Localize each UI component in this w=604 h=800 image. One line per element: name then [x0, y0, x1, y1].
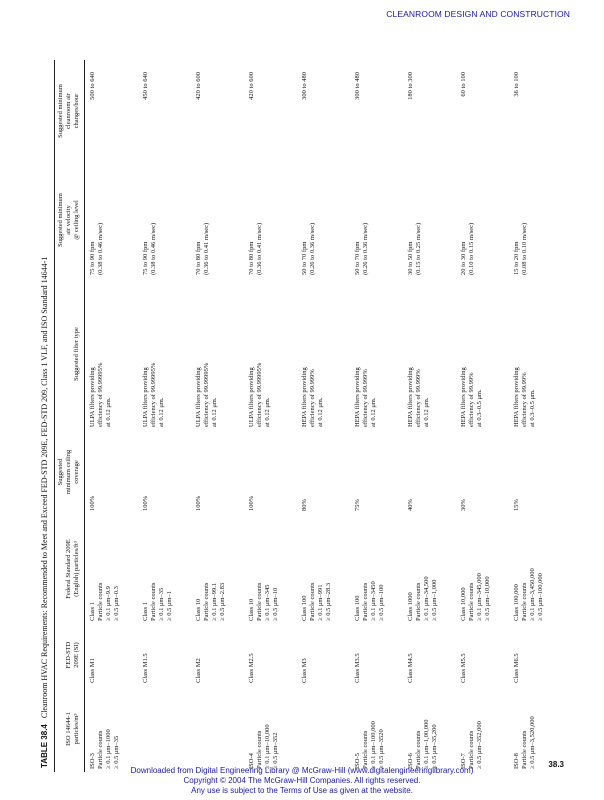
coverage-cell: 75% — [354, 499, 361, 511]
velocity-cell — [85, 162, 139, 278]
cell-line: (0.08 to 0.10 m/sec) — [521, 222, 528, 275]
cell-line: efficiency of 99.99% — [521, 372, 528, 427]
footer-copyright-line: Copyright © 2004 The McGraw-Hill Companies. All rights reserved. — [183, 776, 421, 785]
fed-si-cell: Class M2.5 — [248, 653, 255, 683]
cell-line: ≥ 0.5 μm–10 — [272, 587, 279, 621]
fed-english-cell — [138, 514, 191, 624]
cell-line: Class 10,000 — [460, 587, 467, 621]
air-changes-cell: 180 to 300 — [407, 72, 414, 100]
cell-line: ULPA filters providing — [195, 367, 202, 427]
cell-line: Particle counts — [468, 730, 475, 769]
filter-cell — [191, 278, 244, 430]
cell-line: ISO-8 — [513, 753, 520, 769]
cell-line: (0.36 to 0.41 m/sec) — [256, 222, 263, 275]
cell-line: ≥ 0.1 μm–3,450,000 — [529, 568, 536, 621]
cell-line: Particle counts — [97, 582, 104, 621]
cell-line: (0.36 to 0.41 m/sec) — [203, 222, 210, 275]
cell-line: Class 10 — [195, 598, 202, 621]
cell-line: HEPA filters providing — [301, 367, 308, 427]
cell-line: HEPA filters providing — [407, 367, 414, 427]
table-caption — [40, 60, 54, 772]
fed-si-cell: Class M3.5 — [354, 653, 361, 683]
filter-cell — [138, 278, 191, 430]
cell-line: ISO-4 — [248, 753, 255, 769]
cell-line: ≥ 0.5 μm–0.3 — [113, 586, 120, 621]
iso-cell — [85, 686, 139, 772]
cell-line: Class 1 — [142, 602, 149, 621]
cell-line: ULPA filters providing — [89, 367, 96, 427]
cell-line: ≥ 0.5 μm–352,000 — [476, 721, 483, 769]
coverage-cell: 100% — [195, 495, 202, 511]
fed-si-cell: Class M1 — [89, 658, 96, 683]
fed-si-cell: Class M2 — [195, 658, 202, 683]
hvac-requirements-table — [54, 60, 570, 772]
filter-cell — [456, 278, 509, 430]
cell-line: (0.26 to 0.36 m/sec) — [362, 222, 369, 275]
col-air-velocity-header — [55, 162, 85, 278]
iso-cell — [244, 686, 297, 772]
air-changes-cell: 500 to 640 — [89, 72, 96, 100]
cell-line: 75 to 90 fpm — [142, 241, 149, 275]
fed-english-cell — [297, 514, 350, 624]
coverage-cell: 40% — [407, 499, 414, 511]
fed-si-cell: Class M3 — [301, 658, 308, 683]
cell-line: Particle counts — [97, 730, 104, 769]
velocity-cell — [456, 162, 509, 278]
cell-line: (0.15 to 0.25 m/sec) — [415, 222, 422, 275]
velocity-cell — [191, 162, 244, 278]
cell-line: ≥ 0.5 μm–352 — [272, 732, 279, 769]
cell-line: ULPA filters providing — [142, 367, 149, 427]
cell-line: cleanroom air — [65, 93, 72, 129]
cell-line: Particle counts — [415, 730, 422, 769]
table-row — [191, 60, 244, 772]
cell-line: Class 10 — [248, 598, 255, 621]
cell-line: ≥ 0.1 μm–34,500 — [423, 576, 430, 621]
cell-line: Class 1 — [89, 602, 96, 621]
header-row — [55, 60, 85, 772]
air-changes-cell: 300 to 480 — [354, 72, 361, 100]
cell-line: ≥ 0.5 μm–28.3 — [325, 582, 332, 621]
cell-line: ≥ 0.5 μm–1 — [166, 591, 173, 621]
cell-line: HEPA filters providing — [513, 367, 520, 427]
iso-cell — [297, 686, 350, 772]
cell-line: ≥ 0.1 μm–10,000 — [264, 724, 271, 769]
running-head: CLEANROOM DESIGN AND CONSTRUCTION — [386, 9, 570, 19]
col-filter-type-header — [55, 278, 85, 430]
cell-line: Particle counts — [150, 582, 157, 621]
cell-line: ≥ 0.5 μm–10,000 — [484, 576, 491, 621]
iso-cell — [138, 686, 191, 772]
fed-english-cell — [456, 514, 509, 624]
cell-line: ≥ 0.1 μm–99.1 — [211, 582, 218, 621]
cell-line: ISO-3 — [89, 753, 96, 769]
velocity-cell — [403, 162, 456, 278]
fed-english-cell — [191, 514, 244, 624]
cell-line: ULPA filters providing — [248, 367, 255, 427]
air-changes-cell: 36 to 100 — [513, 72, 520, 97]
iso-cell — [403, 686, 456, 772]
cell-line: FED-STD — [65, 641, 72, 669]
cell-line: Federal Standard 209E — [65, 539, 72, 599]
cell-line: ≥ 0.5 μm–2.83 — [219, 582, 226, 621]
cell-line: efficiency of 99.999% — [415, 369, 422, 427]
cell-line: ≥ 0.5 μm–35 — [113, 735, 120, 769]
cell-line: at 0.12 μm. — [317, 397, 324, 427]
cell-line: (0.10 to 0.15 m/sec) — [468, 222, 475, 275]
cell-line: at 0.3–0.5 μm. — [476, 389, 483, 427]
cell-line: HEPA filters providing — [460, 367, 467, 427]
cell-line: changes/hour — [73, 93, 80, 129]
cell-line: 75 to 90 fpm — [89, 241, 96, 275]
col-fed-english-header — [55, 514, 85, 624]
cell-line: Class 100,000 — [513, 584, 520, 621]
col-iso-header — [55, 686, 85, 772]
cell-line: Particle counts — [309, 582, 316, 621]
fed-english-cell — [403, 514, 456, 624]
velocity-cell — [138, 162, 191, 278]
cell-line: air velocity — [65, 205, 72, 235]
cell-line: 209E (SI) — [73, 642, 80, 668]
cell-line: at 0.12 μm. — [158, 397, 165, 427]
cell-line: 50 to 70 fpm — [301, 241, 308, 275]
cell-line: 70 to 80 fpm — [248, 241, 255, 275]
coverage-cell: 100% — [248, 495, 255, 511]
cell-line: Suggested minimum — [57, 84, 64, 138]
cell-line: Particle counts — [256, 730, 263, 769]
cell-line: Suggested — [57, 458, 64, 486]
cell-line: Particle counts — [362, 582, 369, 621]
velocity-cell — [350, 162, 403, 278]
table-title: Cleanroom HVAC Requirements: Recommended to Meet and Exceed FED-STD 209E, FED-STD 209, Class 1 VLF, and ISO Standard 14644-1 — [40, 256, 49, 719]
footer-download-line: Downloaded from Digital Engineering Library @ McGraw-Hill (www.digitalengineeringlibrary.com) — [130, 766, 474, 775]
cell-line: 20 to 30 fpm — [460, 241, 467, 275]
cell-line: efficiency of 99.999% — [362, 369, 369, 427]
cell-line: coverage — [73, 460, 80, 484]
cell-line: (0.38 to 0.46 m/sec) — [97, 222, 104, 275]
cell-line: 15 to 20 fpm — [513, 241, 520, 275]
table-row — [403, 60, 456, 772]
filter-cell — [403, 278, 456, 430]
cell-line: (0.26 to 0.36 m/sec) — [309, 222, 316, 275]
fed-english-cell — [85, 514, 139, 624]
cell-line: minimum ceiling — [65, 449, 72, 495]
cell-line: Particle counts — [256, 582, 263, 621]
table-row — [456, 60, 509, 772]
air-changes-cell: 420 to 600 — [195, 72, 202, 100]
fed-si-cell: Class M1.5 — [142, 653, 149, 683]
air-changes-cell: 300 to 480 — [301, 72, 308, 100]
filter-cell — [350, 278, 403, 430]
air-changes-cell: 450 to 640 — [142, 72, 149, 100]
velocity-cell — [297, 162, 350, 278]
cell-line: Class 1000 — [407, 592, 414, 621]
cell-line: ≥ 0.1 μm–345,000 — [476, 573, 483, 621]
filter-cell — [297, 278, 350, 430]
iso-cell — [456, 686, 509, 772]
cell-line: ≥ 0.1 μm–9.9 — [105, 586, 112, 621]
cell-line: ≥ 0.5 μm–3520 — [378, 729, 385, 769]
coverage-cell: 15% — [513, 499, 520, 511]
cell-line: ≥ 0.1 μm–35 — [158, 587, 165, 621]
coverage-cell: 80% — [301, 499, 308, 511]
cell-line: ISO-6 — [407, 753, 414, 769]
velocity-cell — [244, 162, 297, 278]
footer-terms-line: Any use is subject to the Terms of Use as given at the website. — [191, 786, 413, 795]
cell-line: at 0.12 μm. — [370, 397, 377, 427]
cell-line: ≥ 0.5 μm–100,000 — [537, 573, 544, 621]
cell-line: ≥ 0.1 μm–345 — [264, 584, 271, 621]
filter-cell — [509, 278, 570, 430]
air-changes-cell: 60 to 100 — [460, 72, 467, 97]
cell-line: particles/m³ — [73, 713, 80, 745]
cell-line: at 0.3–0.5 μm. — [529, 389, 536, 427]
cell-line: efficiency of 99.999% — [309, 369, 316, 427]
fed-si-cell: Class M6.5 — [513, 653, 520, 683]
cell-line: Suggested minimum — [57, 193, 64, 247]
cell-line: efficiency of 99.99995% — [203, 362, 210, 427]
page-number: 38.3 — [548, 760, 564, 769]
cell-line: Particle counts — [415, 582, 422, 621]
cell-line: @ ceiling level — [73, 200, 80, 240]
cell-line: at 0.12 μm. — [211, 397, 218, 427]
table-body — [85, 60, 571, 772]
cell-line: 70 to 80 fpm — [195, 241, 202, 275]
col-fed-si-header — [55, 624, 85, 686]
cell-line: ≥ 0.5 μm–35,200 — [431, 724, 438, 769]
cell-line: ≥ 0.1 μm–100,000 — [370, 721, 377, 769]
cell-line: ISO 14644-1 — [65, 712, 72, 746]
cell-line: efficiency of 99.99995% — [256, 362, 263, 427]
table-row — [138, 60, 191, 772]
velocity-cell — [509, 162, 570, 278]
cell-line: ≥ 0.1 μm–1000 — [105, 729, 112, 769]
cell-line: Particle counts — [203, 582, 210, 621]
cell-line: at 0.12 μm. — [423, 397, 430, 427]
fed-si-cell: Class M4.5 — [407, 653, 414, 683]
cell-line: at 0.12 μm. — [264, 397, 271, 427]
cell-line: 50 to 70 fpm — [354, 241, 361, 275]
cell-line: ≥ 0.5 μm–100 — [378, 584, 385, 621]
table-row — [509, 60, 570, 772]
table-row — [85, 60, 139, 772]
fed-english-cell — [244, 514, 297, 624]
col-coverage-header — [55, 430, 85, 514]
cell-line: efficiency of 99.99995% — [150, 362, 157, 427]
cell-line: Particle counts — [362, 730, 369, 769]
cell-line: Particle counts — [521, 582, 528, 621]
table-label: TABLE 38.4 — [40, 724, 49, 768]
table-row — [244, 60, 297, 772]
coverage-cell: 30% — [460, 499, 467, 511]
cell-line: (English) particles/ft³ — [73, 541, 80, 597]
table-row — [350, 60, 403, 772]
cell-line: HEPA filters providing — [354, 367, 361, 427]
cell-line: ≥ 0.1 μm–3450 — [370, 581, 377, 621]
iso-cell — [350, 686, 403, 772]
rotated-table-block — [40, 60, 565, 772]
table-row — [297, 60, 350, 772]
cell-line: Particle counts — [468, 582, 475, 621]
fed-si-cell: Class M5.5 — [460, 653, 467, 683]
iso-cell — [191, 686, 244, 772]
fed-english-cell — [509, 514, 570, 624]
cell-line: Particle counts — [521, 730, 528, 769]
air-changes-cell: 420 to 600 — [248, 72, 255, 100]
filter-cell — [244, 278, 297, 430]
coverage-cell: 100% — [89, 495, 96, 511]
filter-cell — [85, 278, 139, 430]
cell-line: ≥ 0.5 μm–3,520,000 — [529, 716, 536, 769]
cell-line: Suggested filter type — [73, 327, 80, 381]
cell-line: at 0.12 μm. — [105, 397, 112, 427]
cell-line: ≥ 0.1 μm–1,00,000 — [423, 719, 430, 769]
cell-line: ≥ 0.5 μm–1,000 — [431, 579, 438, 621]
cell-line: Class 100 — [301, 595, 308, 621]
cell-line: Class 100 — [354, 595, 361, 621]
cell-line: efficiency of 99.99% — [468, 372, 475, 427]
coverage-cell: 100% — [142, 495, 149, 511]
col-air-changes-header — [55, 60, 85, 162]
cell-line: ISO-5 — [354, 753, 361, 769]
cell-line: 30 to 50 fpm — [407, 241, 414, 275]
fed-english-cell — [350, 514, 403, 624]
cell-line: (0.38 to 0.46 m/sec) — [150, 222, 157, 275]
cell-line: ISO-7 — [460, 753, 467, 769]
cell-line: efficiency of 99.99995% — [97, 362, 104, 427]
cell-line: ≥ 0.1 μm–991 — [317, 584, 324, 621]
